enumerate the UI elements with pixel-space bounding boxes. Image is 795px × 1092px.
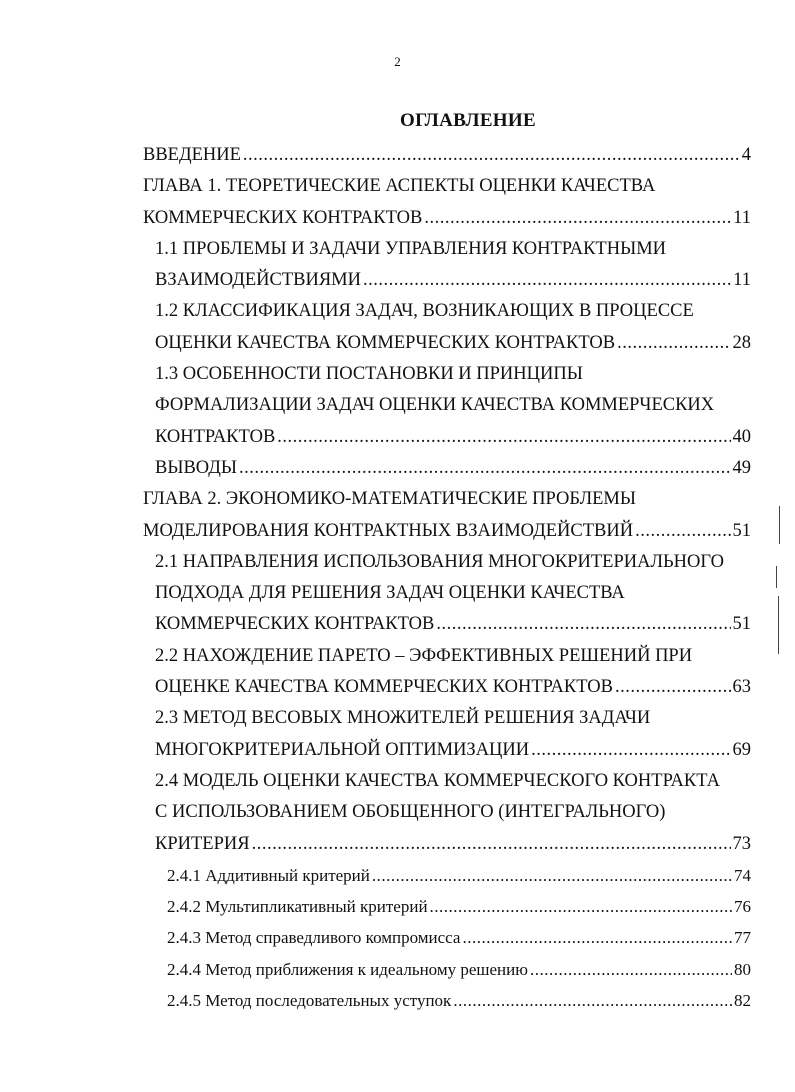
page-number: 2 (394, 54, 401, 69)
toc-entry-title: 2.4.1 Аддитивный критерий (167, 865, 370, 885)
scan-mark (776, 566, 777, 588)
toc-entry-line: 1.2 КЛАССИФИКАЦИЯ ЗАДАЧ, ВОЗНИКАЮЩИХ В ПРОЦЕССЕ (155, 301, 694, 322)
dot-leader (635, 516, 730, 547)
toc-entry-leader-line (155, 735, 751, 766)
toc-entry-title: КРИТЕРИЯ (155, 833, 250, 854)
toc-entry-leader-line (155, 265, 751, 296)
scan-mark (778, 596, 779, 654)
toc-entry-page: 74 (734, 865, 751, 885)
toc-entry-page: 77 (734, 928, 751, 948)
dot-leader (239, 453, 730, 484)
toc-entry-leader-line (155, 609, 751, 640)
toc-entry-leader-line (143, 140, 751, 171)
toc-entry-title: ОЦЕНКЕ КАЧЕСТВА КОММЕРЧЕСКИХ КОНТРАКТОВ (155, 677, 614, 698)
toc-entry-page: 40 (732, 426, 751, 447)
toc-entry-page: 11 (733, 270, 751, 291)
dot-leader (531, 735, 730, 766)
toc-entry (0, 484, 795, 547)
toc-entry-leader-line (143, 516, 751, 547)
toc-entry-line: ГЛАВА 1. ТЕОРЕТИЧЕСКИЕ АСПЕКТЫ ОЦЕНКИ КАЧЕСТВА (143, 176, 656, 197)
dot-leader (430, 891, 732, 922)
toc-entry (0, 985, 795, 1016)
toc-entry-title: 2.4.4 Метод приближения к идеальному решению (167, 959, 528, 979)
dot-leader (363, 265, 731, 296)
toc-entry-title: 2.4.5 Метод последовательных уступок (167, 991, 452, 1011)
dot-leader (617, 328, 730, 359)
toc-entry-title: МНОГОКРИТЕРИАЛЬНОЙ ОПТИМИЗАЦИИ (155, 739, 530, 760)
toc-entry-leader-line (155, 829, 751, 860)
toc-entry (0, 641, 795, 704)
toc-entry-leader-line (167, 954, 751, 985)
toc-entry-leader-line (167, 891, 751, 922)
dot-leader (252, 829, 731, 860)
toc-entry (0, 860, 795, 891)
toc-entry (0, 171, 795, 234)
toc-entry-leader-line (155, 328, 751, 359)
toc-entry-title: КОНТРАКТОВ (155, 426, 276, 447)
toc-entry-page: 28 (732, 332, 751, 353)
toc-entry-line: 1.3 ОСОБЕННОСТИ ПОСТАНОВКИ И ПРИНЦИПЫ (155, 364, 583, 385)
toc-entry (0, 453, 795, 484)
toc-entry-title: ОЦЕНКИ КАЧЕСТВА КОММЕРЧЕСКИХ КОНТРАКТОВ (155, 332, 616, 353)
dot-leader (530, 954, 732, 985)
toc-entry-title: КОММЕРЧЕСКИХ КОНТРАКТОВ (143, 207, 423, 228)
toc-entry-title: 2.4.3 Метод справедливого компромисса (167, 928, 461, 948)
dot-leader (462, 922, 732, 953)
toc-entry (0, 954, 795, 985)
toc-entry-line: 2.2 НАХОЖДЕНИЕ ПАРЕТО – ЭФФЕКТИВНЫХ РЕШЕНИЙ ПРИ (155, 645, 693, 666)
toc-entry-leader-line (143, 203, 751, 234)
toc-entry (0, 359, 795, 453)
toc-entry-title: ВВЕДЕНИЕ (143, 145, 241, 165)
toc-entry-page: 73 (732, 833, 751, 854)
toc-entry-page: 63 (732, 677, 751, 698)
toc-entry-page: 76 (734, 897, 751, 917)
toc-entry-leader-line (167, 985, 751, 1016)
toc-entry-title: МОДЕЛИРОВАНИЯ КОНТРАКТНЫХ ВЗАИМОДЕЙСТВИЙ (143, 520, 634, 541)
toc-entry-title: ВЫВОДЫ (155, 457, 238, 478)
toc-entry-leader-line (155, 453, 751, 484)
dot-leader (243, 140, 740, 171)
toc-entry-page: 69 (732, 739, 751, 760)
toc-entry-leader-line (167, 860, 751, 891)
toc-entry-line: 2.1 НАПРАВЛЕНИЯ ИСПОЛЬЗОВАНИЯ МНОГОКРИТЕРИАЛЬНОГО (155, 551, 724, 572)
toc-entry (0, 296, 795, 359)
toc-entry-leader-line (167, 922, 751, 953)
dot-leader (277, 422, 730, 453)
toc-entry-title: КОММЕРЧЕСКИХ КОНТРАКТОВ (155, 614, 435, 635)
dot-leader (453, 985, 732, 1016)
dot-leader (436, 609, 730, 640)
toc-entry (0, 922, 795, 953)
toc-entry-page: 11 (733, 207, 751, 228)
scan-mark (779, 506, 780, 544)
toc-entry-line: ФОРМАЛИЗАЦИИ ЗАДАЧ ОЦЕНКИ КАЧЕСТВА КОММЕРЧЕСКИХ (155, 395, 715, 416)
toc-entry (0, 234, 795, 297)
toc-entry-title: 2.4.2 Мультипликативный критерий (167, 897, 428, 917)
toc-entry-page: 51 (732, 614, 751, 635)
toc-entry-line: С ИСПОЛЬЗОВАНИЕМ ОБОБЩЕННОГО (ИНТЕГРАЛЬНОГО) (155, 802, 666, 823)
toc-entry-page: 49 (732, 457, 751, 478)
toc-entry-line: 2.3 МЕТОД ВЕСОВЫХ МНОЖИТЕЛЕЙ РЕШЕНИЯ ЗАДАЧИ (155, 708, 651, 729)
table-of-contents (0, 140, 795, 1016)
toc-entry-page: 82 (734, 991, 751, 1011)
dot-leader (615, 672, 730, 703)
dot-leader (372, 860, 732, 891)
toc-entry (0, 140, 795, 171)
toc-entry-line: 2.4 МОДЕЛЬ ОЦЕНКИ КАЧЕСТВА КОММЕРЧЕСКОГО КОНТРАКТА (155, 770, 720, 791)
toc-entry (0, 703, 795, 766)
toc-entry-line: 1.1 ПРОБЛЕМЫ И ЗАДАЧИ УПРАВЛЕНИЯ КОНТРАКТНЫМИ (155, 238, 667, 259)
toc-entry-page: 51 (732, 520, 751, 541)
toc-entry (0, 766, 795, 860)
toc-entry-line: ПОДХОДА ДЛЯ РЕШЕНИЯ ЗАДАЧ ОЦЕНКИ КАЧЕСТВА (155, 583, 625, 604)
toc-entry-leader-line (155, 422, 751, 453)
toc-entry (0, 547, 795, 641)
toc-entry-line: ГЛАВА 2. ЭКОНОМИКО-МАТЕМАТИЧЕСКИЕ ПРОБЛЕМЫ (143, 489, 636, 510)
toc-entry-page: 4 (741, 145, 751, 165)
toc-entry-page: 80 (734, 959, 751, 979)
dot-leader (424, 203, 731, 234)
toc-entry-title: ВЗАИМОДЕЙСТВИЯМИ (155, 270, 361, 291)
toc-entry-leader-line (155, 672, 751, 703)
toc-title: ОГЛАВЛЕНИЕ (400, 110, 536, 131)
toc-entry (0, 891, 795, 922)
